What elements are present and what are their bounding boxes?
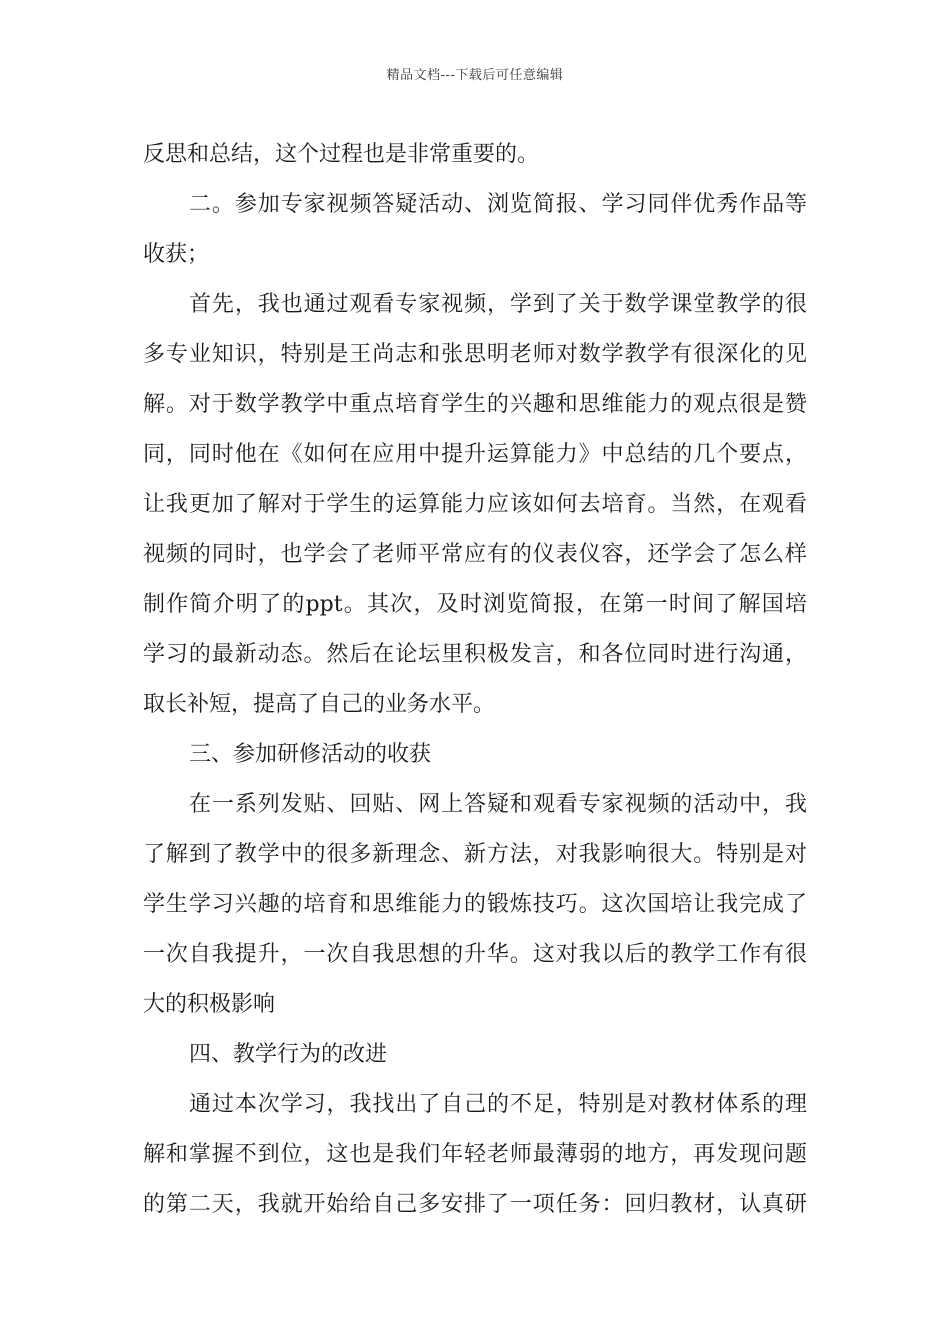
text-line: 的第二天，我就开始给自己多安排了一项任务：回归教材，认真研 xyxy=(143,1192,807,1217)
text-line: 四、教学行为的改进 xyxy=(189,1042,388,1067)
text-line: 首先，我也通过观看专家视频，学到了关于数学课堂教学的很 xyxy=(189,292,807,317)
text-line: 收获； xyxy=(143,242,210,267)
text-line: 视频的同时，也学会了老师平常应有的仪表仪容，还学会了怎么样 xyxy=(143,542,807,567)
text-line: 二。参加专家视频答疑活动、浏览简报、学习同伴优秀作品等 xyxy=(189,192,807,217)
text-line: 反思和总结，这个过程也是非常重要的。 xyxy=(143,142,540,167)
text-line: 在一系列发贴、回贴、网上答疑和观看专家视频的活动中，我 xyxy=(189,792,807,817)
text-line: 学生学习兴趣的培育和思维能力的锻炼技巧。这次国培让我完成了 xyxy=(143,892,807,917)
text-line: 取长补短，提高了自己的业务水平。 xyxy=(143,692,496,717)
text-line: 一次自我提升，一次自我思想的升华。这对我以后的教学工作有很 xyxy=(143,942,807,967)
document-body xyxy=(143,130,807,1230)
text-line: 制作简介明了的ppt。其次，及时浏览简报，在第一时间了解国培 xyxy=(143,592,807,617)
text-line: 大的积极影响 xyxy=(143,992,276,1017)
text-line: 让我更加了解对于学生的运算能力应该如何去培育。当然，在观看 xyxy=(143,492,807,517)
text-line: 通过本次学习，我找出了自己的不足，特别是对教材体系的理 xyxy=(189,1092,807,1117)
text-line: 了解到了教学中的很多新理念、新方法，对我影响很大。特别是对 xyxy=(143,842,807,867)
text-line: 多专业知识，特别是王尚志和张思明老师对数学教学有很深化的见 xyxy=(143,342,807,367)
text-line: 学习的最新动态。然后在论坛里积极发言，和各位同时进行沟通， xyxy=(143,642,807,667)
text-line: 三、参加研修活动的收获 xyxy=(189,742,432,767)
text-line: 解。对于数学教学中重点培育学生的兴趣和思维能力的观点很是赞 xyxy=(143,392,807,417)
text-line: 同，同时他在《如何在应用中提升运算能力》中总结的几个要点， xyxy=(143,442,807,467)
page-header: 精品文档---下载后可任意编辑 xyxy=(386,68,564,83)
text-line: 解和掌握不到位，这也是我们年轻老师最薄弱的地方，再发现问题 xyxy=(143,1142,807,1167)
